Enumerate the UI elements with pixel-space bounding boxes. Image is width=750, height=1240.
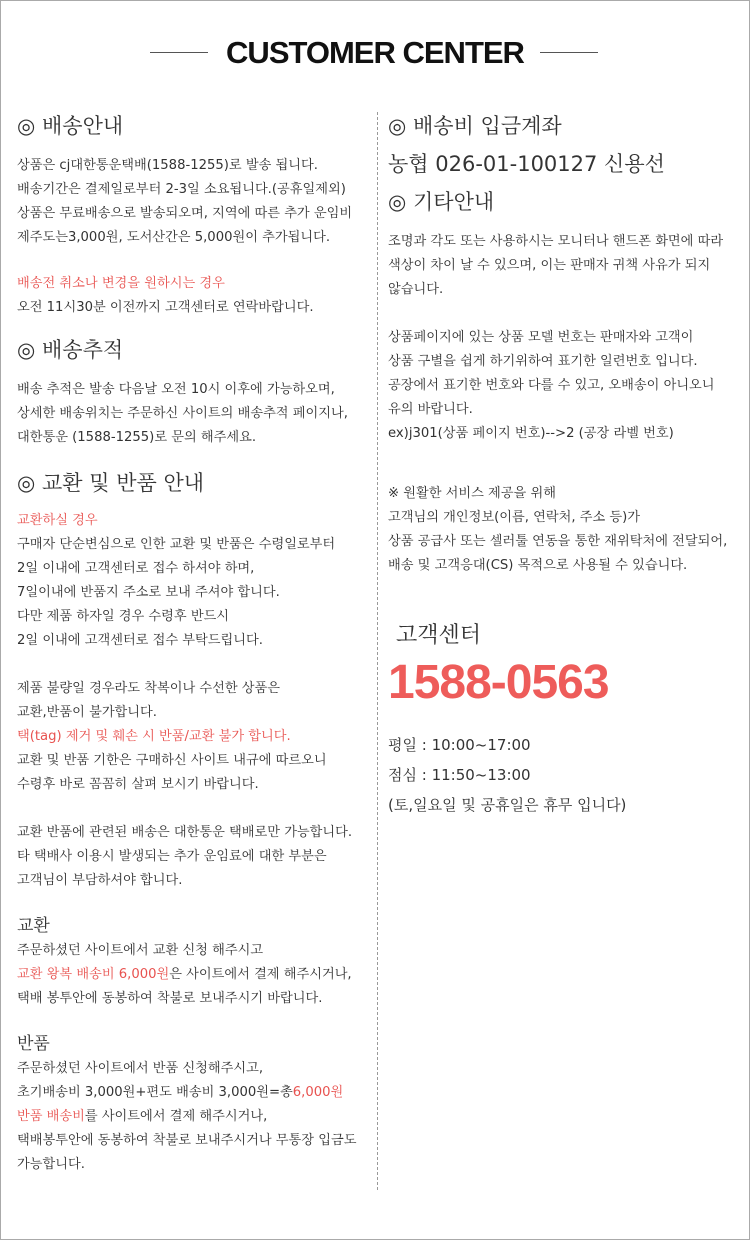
return-subtitle: 반품 xyxy=(17,1034,50,1054)
etc-heading: ◎ 기타안내 xyxy=(388,190,495,214)
cs-holiday-note: (토,일요일 및 공휴일은 휴무 입니다) xyxy=(388,796,627,814)
left-column xyxy=(17,110,367,1177)
account-number: 농협 026-01-100127 신용선 xyxy=(388,152,665,176)
exchange-case-line: 다만 제품 하자일 경우 수령후 반드시 xyxy=(17,609,230,624)
cs-label: 고객센터 xyxy=(396,623,482,648)
return-line: 가능합니다. xyxy=(17,1157,85,1172)
return-fee-line xyxy=(17,1081,367,1105)
etc-color-line: 색상이 차이 날 수 있으며, 이는 판매자 귀책 사유가 되지 xyxy=(388,258,711,273)
period-line: 수령후 바로 꼼꼼히 살펴 보시기 바랍니다. xyxy=(17,777,259,792)
return-fee-rest: 를 사이트에서 결제 해주시거나, xyxy=(84,1109,268,1124)
cancel-text: 오전 11시30분 이전까지 고객센터로 연락바랍니다. xyxy=(17,300,314,315)
exchange-subtitle: 교환 xyxy=(17,916,50,936)
exchange-line: 주문하셨던 사이트에서 교환 신청 해주시고 xyxy=(17,943,264,958)
period-line: 교환 및 반품 기한은 구매하신 사이트 내규에 따르오니 xyxy=(17,753,327,768)
return-fee-calc: 초기배송비 3,000원+편도 배송비 3,000원=총 xyxy=(17,1085,293,1100)
return-line: 택배봉투안에 동봉하여 착불로 보내주시거나 무통장 입금도 xyxy=(17,1133,357,1148)
courier-line: 타 택배사 이용시 발생되는 추가 운임료에 대한 부분은 xyxy=(17,849,327,864)
privacy-line: 상품 공급사 또는 셀러툴 연동을 통한 재위탁처에 전달되어, xyxy=(388,534,728,549)
privacy-line: 고객님의 개인정보(이름, 연락처, 주소 등)가 xyxy=(388,510,641,525)
etc-model-line: ex)j301(상품 페이지 번호)-->2 (공장 라벨 번호) xyxy=(388,426,674,441)
exchange-case-line: 7일이내에 반품지 주소로 보내 주셔야 합니다. xyxy=(17,585,280,600)
courier-line: 고객님이 부담하셔야 합니다. xyxy=(17,873,183,888)
tracking-line: 대한통운 (1588-1255)로 문의 해주세요. xyxy=(17,430,257,445)
etc-model-line: 유의 바랍니다. xyxy=(388,402,473,417)
return-fee-line xyxy=(17,1105,367,1129)
exchange-case-title: 교환하실 경우 xyxy=(17,513,98,528)
cs-phone-number: 1588-0563 xyxy=(388,656,609,709)
shipping-line: 상품은 cj대한통운택배(1588-1255)로 발송 됩니다. xyxy=(17,158,318,173)
exchange-case-line: 2일 이내에 고객센터로 접수 하셔야 하며, xyxy=(17,561,255,576)
etc-model-line: 상품 구별을 쉽게 하기위하여 표기한 일련번호 입니다. xyxy=(388,354,698,369)
return-fee-total: 6,000원 xyxy=(292,1085,344,1100)
exchange-case-line: 2일 이내에 고객센터로 접수 부탁드립니다. xyxy=(17,633,263,648)
cancel-title: 배송전 취소나 변경을 원하시는 경우 xyxy=(17,276,225,291)
courier-line: 교환 반품에 관련된 배송은 대한통운 택배로만 가능합니다. xyxy=(17,825,353,840)
etc-color-line: 조명과 각도 또는 사용하시는 모니터나 핸드폰 화면에 따라 xyxy=(388,234,724,249)
title-rule-right xyxy=(540,52,598,53)
shipping-line: 배송기간은 결제일로부터 2-3일 소요됩니다.(공휴일제외) xyxy=(17,182,346,197)
cs-lunch-hours: 점심 : 11:50~13:00 xyxy=(388,766,531,784)
tracking-line: 배송 추적은 발송 다음날 오전 10시 이후에 가능하오며, xyxy=(17,382,335,397)
shipping-line: 제주도는3,000원, 도서산간은 5,000원이 추가됩니다. xyxy=(17,230,331,245)
column-divider xyxy=(377,112,378,1190)
right-column xyxy=(388,110,733,820)
exchange-fee-line xyxy=(17,963,367,987)
tag-warning: 택(tag) 제거 및 훼손 시 반품/교환 불가 합니다. xyxy=(17,729,291,744)
defect-line: 제품 불량일 경우라도 착복이나 수선한 상품은 xyxy=(17,681,281,696)
exchange-heading: ◎ 교환 및 반품 안내 xyxy=(17,471,205,495)
etc-model-line: 공장에서 표기한 번호와 다를 수 있고, 오배송이 아니오니 xyxy=(388,378,715,393)
shipping-line: 상품은 무료배송으로 발송되오며, 지역에 따른 추가 운임비 xyxy=(17,206,353,221)
privacy-line: 배송 및 고객응대(CS) 목적으로 사용될 수 있습니다. xyxy=(388,558,688,573)
exchange-fee: 교환 왕복 배송비 6,000원 xyxy=(17,967,170,982)
shipping-heading: ◎ 배송안내 xyxy=(17,114,124,138)
etc-model-line: 상품페이지에 있는 상품 모델 번호는 판매자와 고객이 xyxy=(388,330,694,345)
return-fee-label: 반품 배송비 xyxy=(17,1109,85,1124)
account-heading: ◎ 배송비 입금계좌 xyxy=(388,114,562,138)
privacy-line: ※ 원활한 서비스 제공을 위해 xyxy=(388,486,556,501)
exchange-case-line: 구매자 단순변심으로 인한 교환 및 반품은 수령일로부터 xyxy=(17,537,336,552)
tracking-heading: ◎ 배송추적 xyxy=(17,338,124,362)
etc-color-line: 않습니다. xyxy=(388,282,444,297)
page-header xyxy=(0,30,750,76)
defect-line: 교환,반품이 불가합니다. xyxy=(17,705,157,720)
exchange-line: 택배 봉투안에 동봉하여 착불로 보내주시기 바랍니다. xyxy=(17,991,323,1006)
page-title: CUSTOMER CENTER xyxy=(226,35,524,70)
tracking-line: 상세한 배송위치는 주문하신 사이트의 배송추적 페이지나, xyxy=(17,406,348,421)
return-line: 주문하셨던 사이트에서 반품 신청해주시고, xyxy=(17,1061,264,1076)
title-rule-left xyxy=(150,52,208,53)
exchange-fee-rest: 은 사이트에서 결제 해주시거나, xyxy=(169,967,352,982)
cs-weekday-hours: 평일 : 10:00~17:00 xyxy=(388,736,531,754)
